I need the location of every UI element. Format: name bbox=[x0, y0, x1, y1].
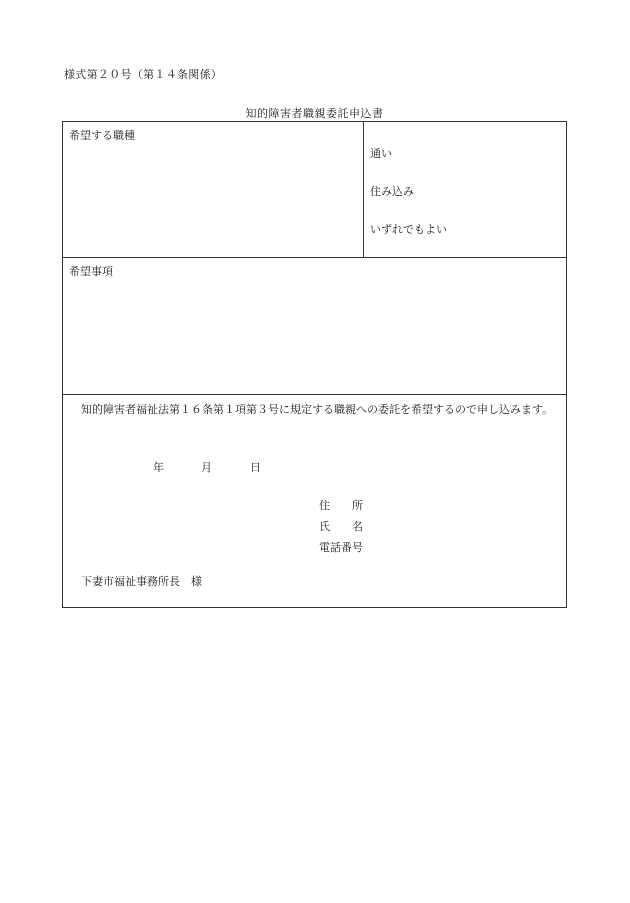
recipient: 下妻市福祉事務所長 様 bbox=[81, 575, 202, 588]
date-month-label: 月 bbox=[201, 461, 212, 474]
desired-job-label: 希望する職種 bbox=[69, 129, 135, 142]
application-form-table bbox=[62, 121, 567, 608]
date-year-label: 年 bbox=[153, 461, 164, 474]
option-live-in[interactable]: 住み込み bbox=[370, 185, 414, 198]
desired-job-row bbox=[63, 122, 566, 258]
name-label: 氏 名 bbox=[319, 520, 363, 533]
date-day-label: 日 bbox=[250, 461, 261, 474]
form-title: 知的障害者職親委託申込書 bbox=[245, 107, 384, 120]
option-either[interactable]: いずれでもよい bbox=[370, 223, 447, 236]
address-label: 住 所 bbox=[319, 499, 363, 512]
form-number: 様式第２０号（第１４条関係） bbox=[64, 68, 223, 81]
desired-items-row[interactable] bbox=[63, 258, 566, 395]
desired-items-label: 希望事項 bbox=[69, 265, 113, 278]
phone-label: 電話番号 bbox=[319, 541, 363, 554]
desired-job-cell[interactable] bbox=[63, 122, 364, 257]
option-commute[interactable]: 通い bbox=[370, 147, 392, 160]
application-statement: 知的障害者福祉法第１６条第１項第３号に規定する職親への委託を希望するので申し込みます。 bbox=[81, 403, 554, 416]
application-statement-row bbox=[63, 395, 566, 607]
